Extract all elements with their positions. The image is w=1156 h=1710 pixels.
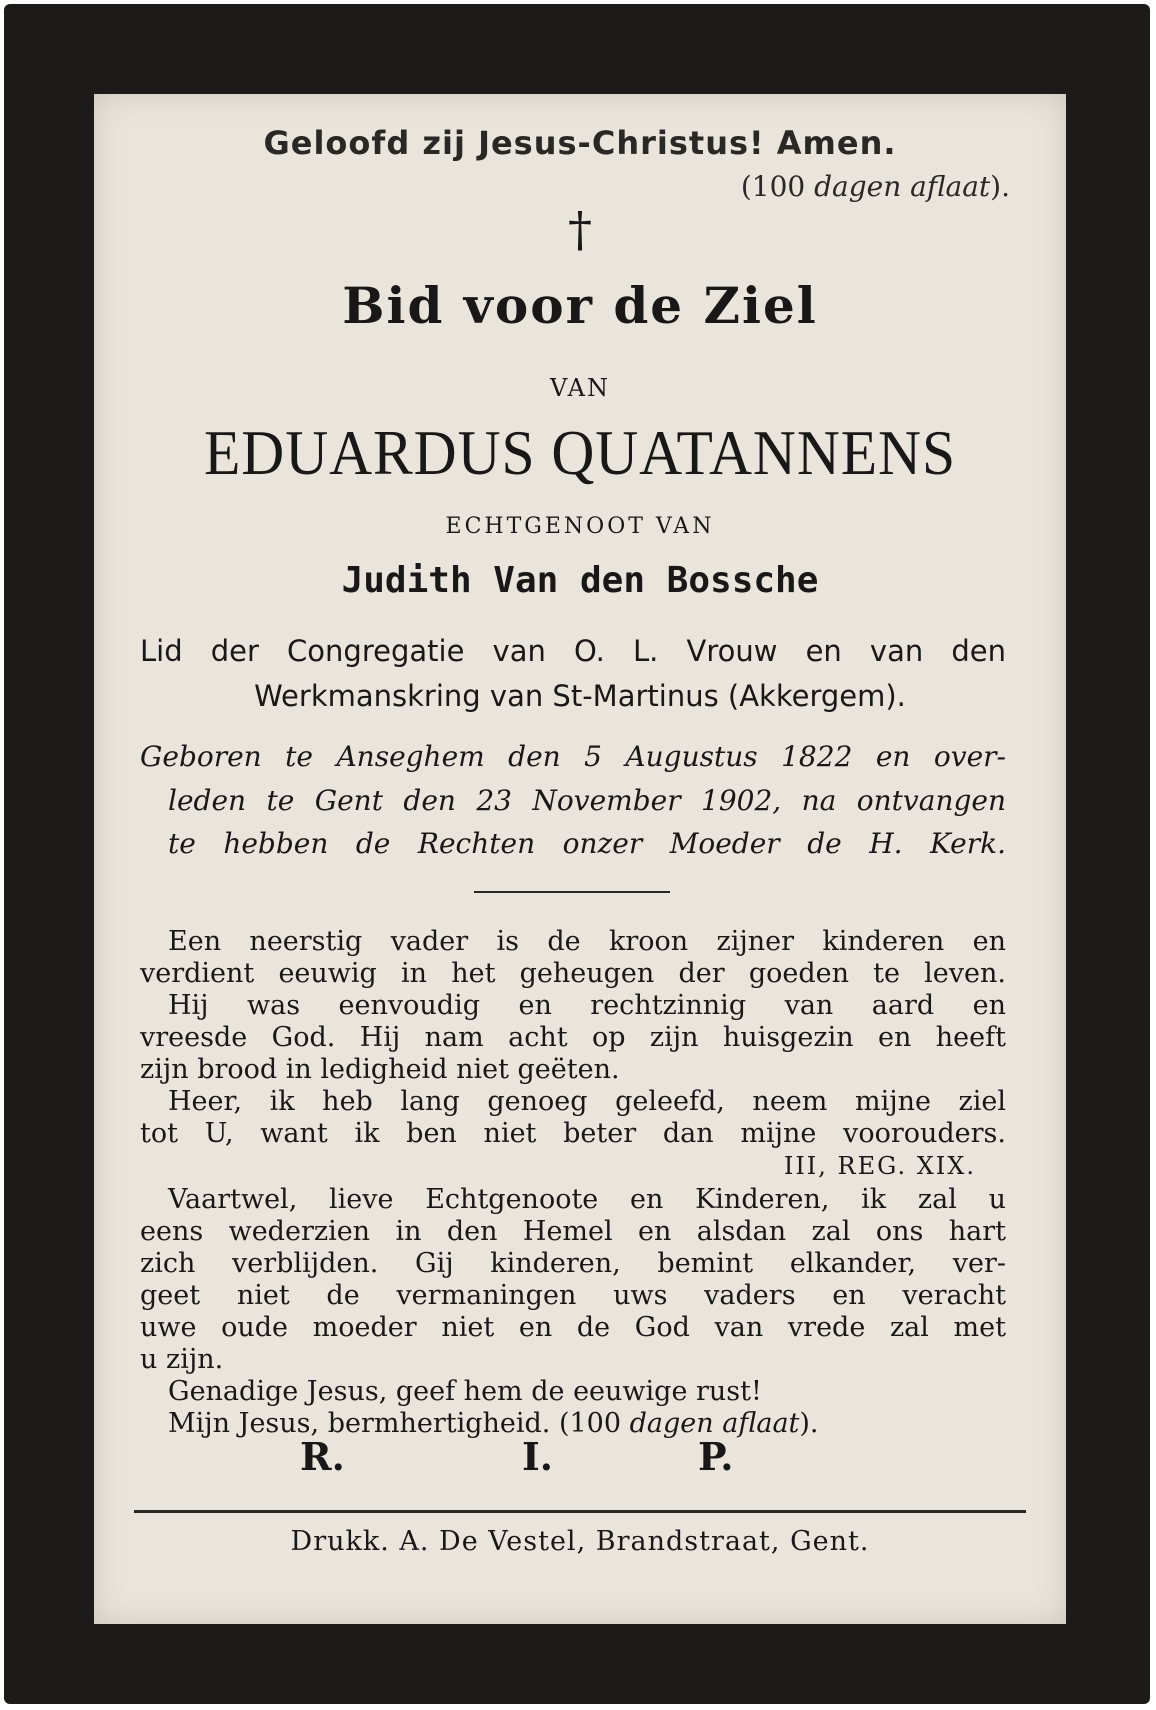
scripture-reference: III, REG. XIX.: [783, 1152, 976, 1180]
birth-death-line-2: leden te Gent den 23 November 1902, na ontvangen: [168, 784, 1006, 817]
text-line: Heer, ik heb lang genoeg geleefd, neem mijne ziel: [168, 1086, 1006, 1117]
text-line: geet niet de vermaningen uws vaders en veracht: [140, 1280, 1006, 1311]
text-line: Genadige Jesus, geef hem de eeuwige rust!: [168, 1376, 762, 1407]
text-line: Hij was eenvoudig en rechtzinnig van aard en: [168, 990, 1006, 1021]
birth-death-line-3: te hebben de Rechten onzer Moeder de H. Kerk.: [168, 827, 1006, 860]
indulgence-italic: dagen aflaat: [814, 170, 991, 203]
text-line: Vaartwel, lieve Echtgenoote en Kinderen, ik zal u: [168, 1184, 1006, 1215]
rip-p: P.: [698, 1434, 734, 1479]
van-label: VAN: [549, 374, 611, 402]
rip-i: I.: [522, 1434, 554, 1479]
text-line: verdient eeuwig in het geheugen der goeden te leven.: [140, 958, 1006, 989]
indulgence-open: (100: [740, 170, 815, 203]
text-line: u zijn.: [140, 1344, 224, 1375]
rip-r: R.: [300, 1434, 345, 1479]
final-indulgence-close: ).: [799, 1408, 819, 1439]
text-line: uwe oude moeder niet en de God van vrede zal met: [140, 1312, 1006, 1343]
final-indulgence-italic: dagen aflaat: [629, 1408, 800, 1439]
text-line: tot U, want ik ben niet beter dan mijne voorouders.: [140, 1118, 1006, 1149]
divider-long: [134, 1510, 1026, 1513]
spouse-name: Judith Van den Bossche: [341, 560, 819, 601]
cross-icon: †: [568, 202, 592, 258]
memorial-card: [4, 4, 1150, 1704]
indulgence-note: [741, 170, 1010, 203]
divider-short: [474, 891, 670, 893]
text-line: Een neerstig vader is de kroon zijner kinderen en: [168, 926, 1006, 957]
card-paper: [94, 94, 1066, 1624]
text-line: zich verblijden. Gij kinderen, bemint elkander, ver-: [140, 1248, 1006, 1279]
final-prayer: Mijn Jesus, bermhertigheid. (100: [168, 1408, 630, 1439]
printer-credit: Drukk. A. De Vestel, Brandstraat, Gent.: [290, 1526, 870, 1557]
membership-line-2: Werkmanskring van St-Martinus (Akkergem).: [254, 679, 906, 713]
text-line: vreesde God. Hij nam acht op zijn huisgezin en heeft: [140, 1022, 1006, 1053]
page-title: Bid voor de Ziel: [342, 276, 818, 335]
spouse-intro: ECHTGENOOT VAN: [445, 514, 715, 539]
text-line: eens wederzien in den Hemel en alsdan zal ons hart: [140, 1216, 1006, 1247]
text-line: zijn brood in ledigheid niet geëten.: [140, 1054, 620, 1085]
membership-line-1: Lid der Congregatie van O. L. Vrouw en van den: [140, 634, 1006, 668]
deceased-name: EDUARDUS QUATANNENS: [204, 417, 956, 488]
indulgence-close: ).: [990, 170, 1010, 203]
invocation-line: Geloofd zij Jesus-Christus! Amen.: [263, 124, 897, 162]
birth-death-line-1: Geboren te Anseghem den 5 Augustus 1822 en over-: [140, 740, 1006, 773]
